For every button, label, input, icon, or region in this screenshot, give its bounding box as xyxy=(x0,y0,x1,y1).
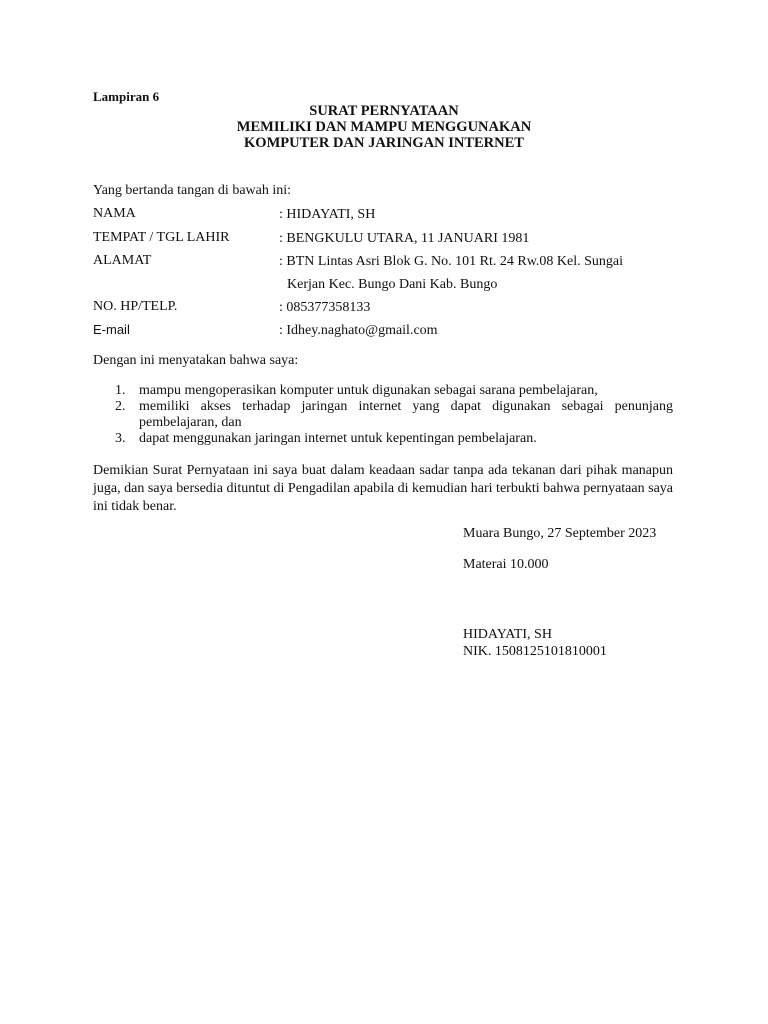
document-title xyxy=(0,103,768,151)
field-label-alamat: ALAMAT xyxy=(93,253,152,268)
intro-text: Yang bertanda tangan di bawah ini: xyxy=(93,183,292,198)
list-item-text: mampu mengoperasikan komputer untuk digunakan sebagai sarana pembelajaran, xyxy=(139,383,598,398)
closing-paragraph: Demikian Surat Pernyataan ini saya buat dalam keadaan sadar tanpa ada tekanan dari pihak manapun juga, dan saya bersedia dituntut di Pengadilan apabila di kemudian hari terbukti bahwa pernyataan saya ini tidak benar. xyxy=(93,463,673,514)
list-item-text: memiliki akses terhadap jaringan internet yang dapat digunakan sebagai penunjang pembelajaran, dan xyxy=(139,399,673,430)
list-item-number: 2. xyxy=(115,399,126,414)
signer-nik: NIK. 1508125101810001 xyxy=(463,644,607,659)
field-value-alamat xyxy=(279,250,653,296)
list-item-number: 3. xyxy=(115,431,126,446)
title-line-3: KOMPUTER DAN JARINGAN INTERNET xyxy=(244,135,524,151)
statement-text: Dengan ini menyatakan bahwa saya: xyxy=(93,353,299,368)
field-value-alamat-line1: : BTN Lintas Asri Blok G. No. 101 Rt. 24 Rw.08 Kel. Sungai xyxy=(279,254,624,269)
field-value-ttl: : BENGKULU UTARA, 11 JANUARI 1981 xyxy=(279,231,530,246)
field-label-telp: NO. HP/TELP. xyxy=(93,299,178,314)
field-value-telp: : 085377358133 xyxy=(279,300,371,315)
list-item xyxy=(93,399,673,431)
list-item xyxy=(93,383,673,399)
statement-list xyxy=(93,383,673,447)
list-item-text: dapat menggunakan jaringan internet untuk kepentingan pembelajaran. xyxy=(139,431,537,446)
field-label-nama: NAMA xyxy=(93,206,136,221)
title-line-2: MEMILIKI DAN MAMPU MENGGUNAKAN xyxy=(236,119,532,135)
field-label-email: E-mail xyxy=(93,322,130,337)
attachment-label: Lampiran 6 xyxy=(93,89,160,104)
field-value-email: : Idhey.naghato@gmail.com xyxy=(279,323,438,338)
field-value-nama: : HIDAYATI, SH xyxy=(279,207,376,222)
list-item-number: 1. xyxy=(115,383,126,398)
field-value-alamat-line2: Kerjan Kec. Bungo Dani Kab. Bungo xyxy=(287,277,498,292)
title-line-1: SURAT PERNYATAAN xyxy=(309,103,459,119)
list-item xyxy=(93,431,673,447)
materai-label: Materai 10.000 xyxy=(463,557,549,572)
field-label-ttl: TEMPAT / TGL LAHIR xyxy=(93,230,230,245)
place-date: Muara Bungo, 27 September 2023 xyxy=(463,526,657,541)
signer-name: HIDAYATI, SH xyxy=(463,627,552,642)
